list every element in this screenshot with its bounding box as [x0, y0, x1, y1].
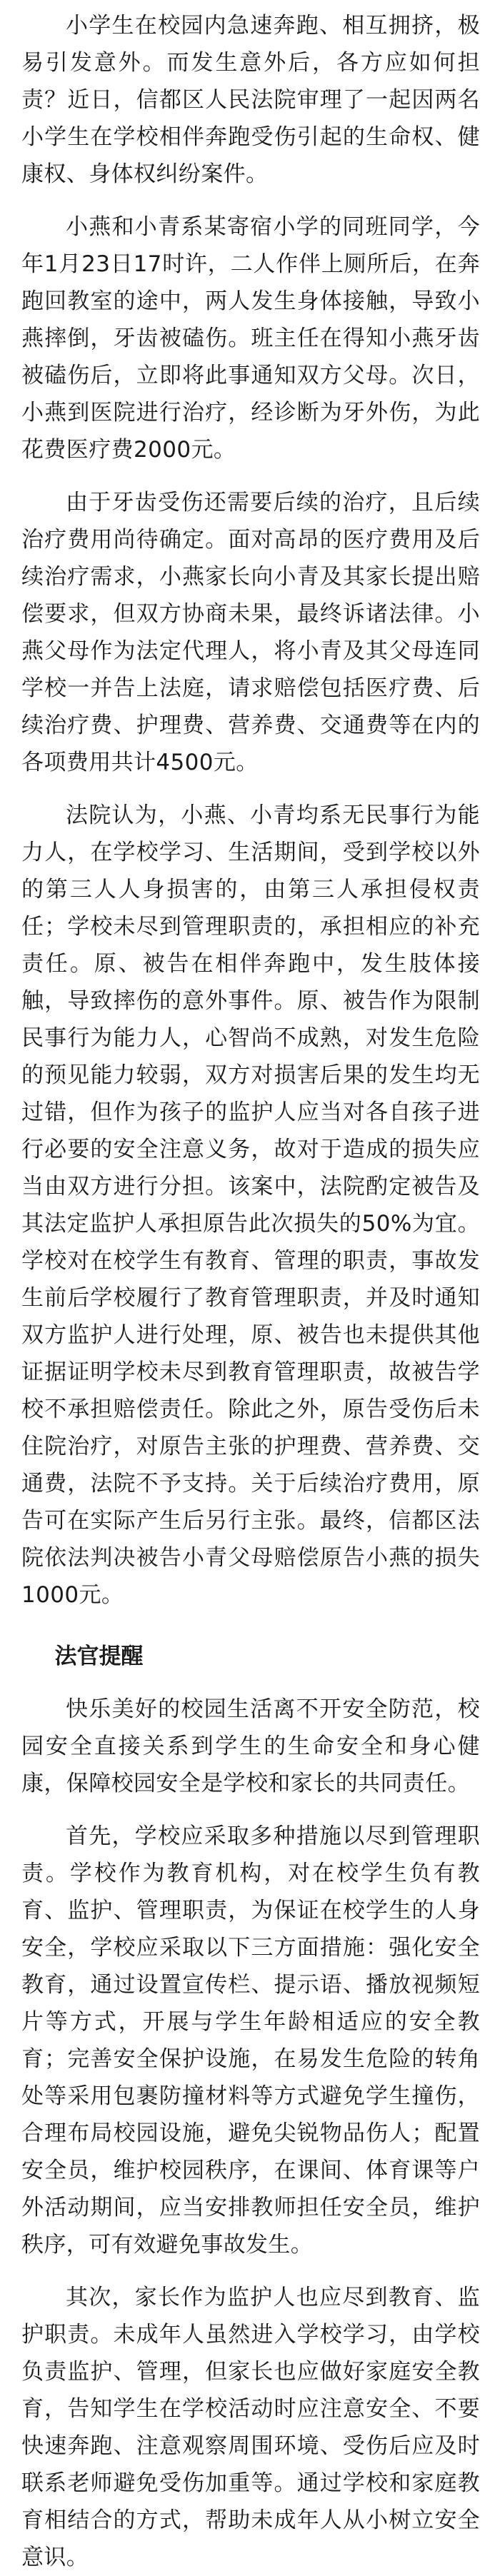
paragraph-spacer [21, 2263, 480, 2279]
section-spacer [21, 1614, 480, 1638]
paragraph-lawsuit: 由于牙齿受伤还需要后续的治疗，且后续治疗费用尚待确定。面对高昂的医疗费用及后续治疗需求，小燕家长向小青及其家长提出赔偿要求，但双方协商未果，最终诉诸法律。小燕父母作为法定代理人，将小青及其父母连同学校一并告上法庭，请求赔偿包括医疗费、后续治疗费、护理费、营养费、交通费等在内的各项费用共计4500元。 [21, 490, 480, 775]
paragraph-tip-intro: 快乐美好的校园生活离不开安全防范，校园安全直接关系到学生的生命安全和身心健康，保障校园安全是学校和家长的共同责任。 [21, 1696, 480, 1796]
paragraph-tip-parents: 其次，家长作为监护人也应尽到教育、监护职责。未成年人虽然进入学校学习，由学校负责监护、管理，但家长也应做好家庭安全教育，告知学生在学校活动时应注意安全、不要快速奔跑、注意观察周围环境、受伤后应及时联系老师避免受伤加重等。通过学校和家庭教育相结合的方式，帮助未成年人从小树立安全意识。 [21, 2285, 480, 2570]
paragraph-intro: 小学生在校园内急速奔跑、相互拥挤，极易引发意外。而发生意外后，各方应如何担责？近日，信都区人民法院审理了一起因两名小学生在学校相伴奔跑受伤引起的生命权、健康权、身体权纠纷案件。 [21, 13, 480, 187]
paragraph-spacer [21, 1675, 480, 1691]
paragraph-spacer [21, 1802, 480, 1818]
paragraph-spacer [21, 781, 480, 797]
paragraph-spacer [21, 468, 480, 484]
paragraph-case-facts: 小燕和小青系某寄宿小学的同班同学，今年1月23日17时许，二人作伴上厕所后，在奔跑回教室的途中，两人发生身体接触，导致小燕摔倒，牙齿被磕伤。班主任在得知小燕牙齿被磕伤后，立即将此事通知双方父母。次日，小燕到医院进行治疗，经诊断为牙外伤，为此花费医疗费2000元。 [21, 214, 480, 463]
paragraph-spacer [21, 193, 480, 208]
section-heading-judge-tips: 法官提醒 [54, 1644, 144, 1669]
paragraph-court-ruling: 法院认为，小燕、小青均系无民事行为能力人，在学校学习、生活期间，受到学校以外的第三人人身损害的，由第三人承担侵权责任；学校未尽到管理职责的，承担相应的补充责任。原、被告在相伴奔跑中，发生肢体接触，导致摔伤的意外事件。原、被告作为限制民事行为能力人，心智尚不成熟，对发生危险的预见能力较弱，双方对损害后果的发生均无过错，但作为孩子的监护人应当对各自孩子进行必要的安全注意义务，故对于造成的损失应当由双方进行分担。该案中，法院酌定被告及其法定监护人承担原告此次损失的50%为宜。学校对在校学生有教育、管理的职责，事故发生前后学校履行了教育管理职责，并及时通知双方监护人进行处理，原、被告也未提供其他证据证明学校未尽到教育管理职责，故被告学校不承担赔偿责任。除此之外，原告受伤后未住院治疗，对原告主张的护理费、营养费、交通费，法院不予支持。关于后续治疗费用，原告可在实际产生后另行主张。最终，信都区法院依法判决被告小青父母赔偿原告小燕的损失1000元。 [21, 803, 480, 1608]
paragraph-tip-school: 首先，学校应采取多种措施以尽到管理职责。学校作为教育机构，对在校学生负有教育、监护、管理职责，为保证在校学生的人身安全，学校应采取以下三方面措施：强化安全教育，通过设置宣传栏、提示语、播放视频短片等方式，开展与学生年龄相适应的安全教育；完善安全保护设施，在易发生危险的转角处等采用包裹防撞材料等方式避免学生撞伤，合理布局校园设施，避免尖锐物品伤人；配置安全员，维护校园秩序，在课间、体育课等户外活动期间，应当安排教师担任安全员，维护秩序，可有效避免事故发生。 [21, 1823, 480, 2258]
